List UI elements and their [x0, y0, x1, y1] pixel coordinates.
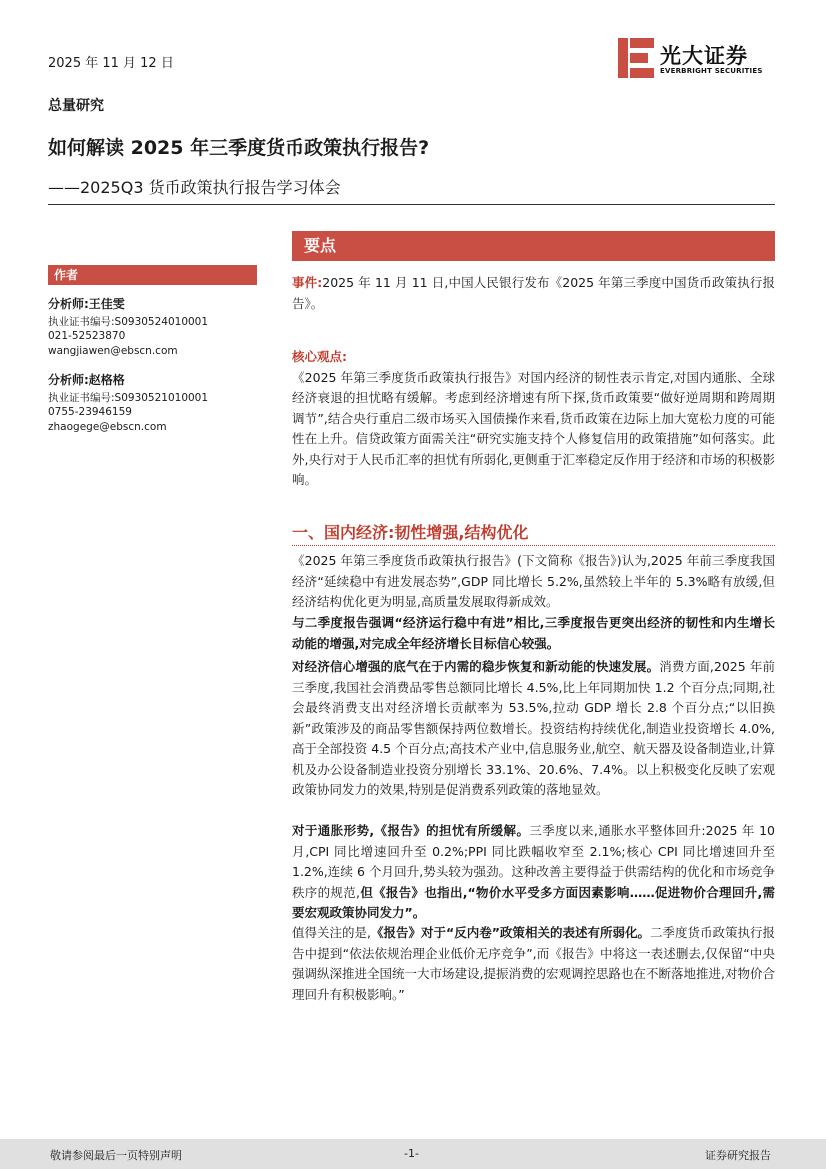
logo-english-name: EVERBRIGHT SECURITIES	[660, 67, 763, 75]
header-divider	[48, 204, 775, 205]
core-view-text: 《2025 年第三季度货币政策执行报告》对国内经济的韧性表示肯定,对国内通胀、全球经济衰退的担忧略有缓解。考虑到经济增速有所下探,货币政策要“做好逆周期和跨周期调节”,结合央行重启二级市场买入国债操作来看,货币政策在边际上加大宽松力度的可能性在上升。信贷政策方面需关注“研究实施支持个人修复信用的政策措施”如何落实。此外,央行对于人民币汇率的担忧有所弱化,更侧重于汇率稳定反作用于经济和市场的积极影响。	[292, 369, 775, 487]
report-date: 2025 年 11 月 12 日	[48, 56, 174, 71]
footer-disclaimer: 敬请参阅最后一页特别声明	[50, 1149, 182, 1162]
company-logo	[618, 38, 778, 80]
core-view-label: 核心观点:	[292, 349, 347, 364]
paragraph-resilience: 与二季度报告强调“经济运行稳中有进”相比,三季度报告更突出经济的韧性和内生增长动能的增强,对完成全年经济增长目标信心较强。	[292, 615, 775, 651]
anti-involution-highlight: 《报告》对于“反内卷”政策相关的表述有所弱化。	[370, 925, 650, 940]
section-divider	[292, 545, 775, 546]
event-paragraph	[292, 273, 775, 314]
core-view-paragraph	[292, 347, 775, 491]
analyst-email[interactable]: wangjiawen@ebscn.com	[48, 344, 178, 357]
analyst-card	[48, 297, 208, 358]
analyst-name: 分析师:王佳雯	[48, 297, 125, 311]
domestic-demand-lead: 对经济信心增强的底气在于内需的稳步恢复和新动能的快速发展。	[292, 659, 660, 674]
page-footer	[0, 1139, 826, 1169]
report-subtitle: ——2025Q3 货币政策执行报告学习体会	[48, 178, 341, 197]
analyst-email[interactable]: zhaogege@ebscn.com	[48, 420, 167, 433]
page-number: -1-	[404, 1147, 419, 1160]
paragraph-domestic-demand	[292, 657, 775, 801]
logo-mark-icon	[618, 38, 654, 78]
author-section-header: 作者	[48, 265, 257, 285]
anti-involution-lead: 值得关注的是,	[292, 925, 371, 940]
analyst-name: 分析师:赵格格	[48, 373, 125, 387]
footer-report-type: 证券研究报告	[705, 1149, 771, 1162]
inflation-conclusion: 但《报告》也指出,“物价水平受多方面因素影响……促进物价合理回升,需要宏观政策协同发力”。	[292, 884, 775, 920]
inflation-lead: 对于通胀形势,《报告》的担忧有所缓解。	[292, 823, 530, 838]
section-title: 一、国内经济:韧性增强,结构优化	[292, 523, 529, 542]
paragraph-inflation	[292, 821, 775, 924]
key-points-header: 要点	[292, 231, 775, 261]
report-category: 总量研究	[48, 98, 104, 114]
inflation-text: 三季度以来,通胀水平整体回升:2025 年 10 月,CPI 同比增速回升至 0.2%;PPI 同比跌幅收窄至 2.1%;核心 CPI 同比增速回升至 1.2%,连续 6 个月回升,势头较为强劲。这种改善主要得益于供需结构的优化和市场竞争秩序的规范,	[292, 823, 776, 900]
analyst-phone: 0755-23946159	[48, 406, 132, 418]
event-text: 2025 年 11 月 11 日,中国人民银行发布《2025 年第三季度中国货币政策执行报告》。	[292, 275, 776, 311]
analyst-license: 执业证书编号:S0930521010001	[48, 391, 209, 404]
event-label: 事件:	[292, 275, 323, 290]
paragraph-gdp: 《2025 年第三季度货币政策执行报告》(下文简称《报告》)认为,2025 年前三季度我国经济“延续稳中有进发展态势”,GDP 同比增长 5.2%,虽然较上半年的 5.3%略有放缓,但经济结构优化更为明显,高质量发展取得新成效。	[292, 553, 775, 609]
paragraph-anti-involution	[292, 923, 775, 1005]
report-title: 如何解读 2025 年三季度货币政策执行报告?	[48, 137, 430, 159]
domestic-demand-text: 消费方面,2025 年前三季度,我国社会消费品零售总额同比增长 4.5%,比上年同期加快 1.2 个百分点;同期,社会最终消费支出对经济增长贡献率为 53.5%,拉动 GDP 增长 2.8 个百分点;“以旧换新”政策涉及的商品零售额保持两位数增长。投资结构持续优化,制造业投资增长 4.0%,高于全部投资 4.5 个百分点;高技术产业中,信息服务业,航空、航天器及设备制造业,计算机及办公设备制造业投资分别增长 33.1%、20.6%、7.4%。以上积极变化反映了宏观政策协同发力的效果,特别是促消费系列政策的落地显效。	[292, 659, 775, 797]
analyst-phone: 021-52523870	[48, 330, 126, 342]
logo-name: 光大证券	[660, 44, 748, 68]
analyst-license: 执业证书编号:S0930524010001	[48, 315, 209, 328]
anti-involution-text: 二季度货币政策执行报告中提到“依法依规治理企业低价无序竞争”,而《报告》中将这一表述删去,仅保留“中央强调纵深推进全国统一大市场建设,提振消费的宏观调控思路也在不断落地推进,对物价合理回升有积极影响。”	[292, 925, 775, 1002]
analyst-card	[48, 373, 208, 434]
